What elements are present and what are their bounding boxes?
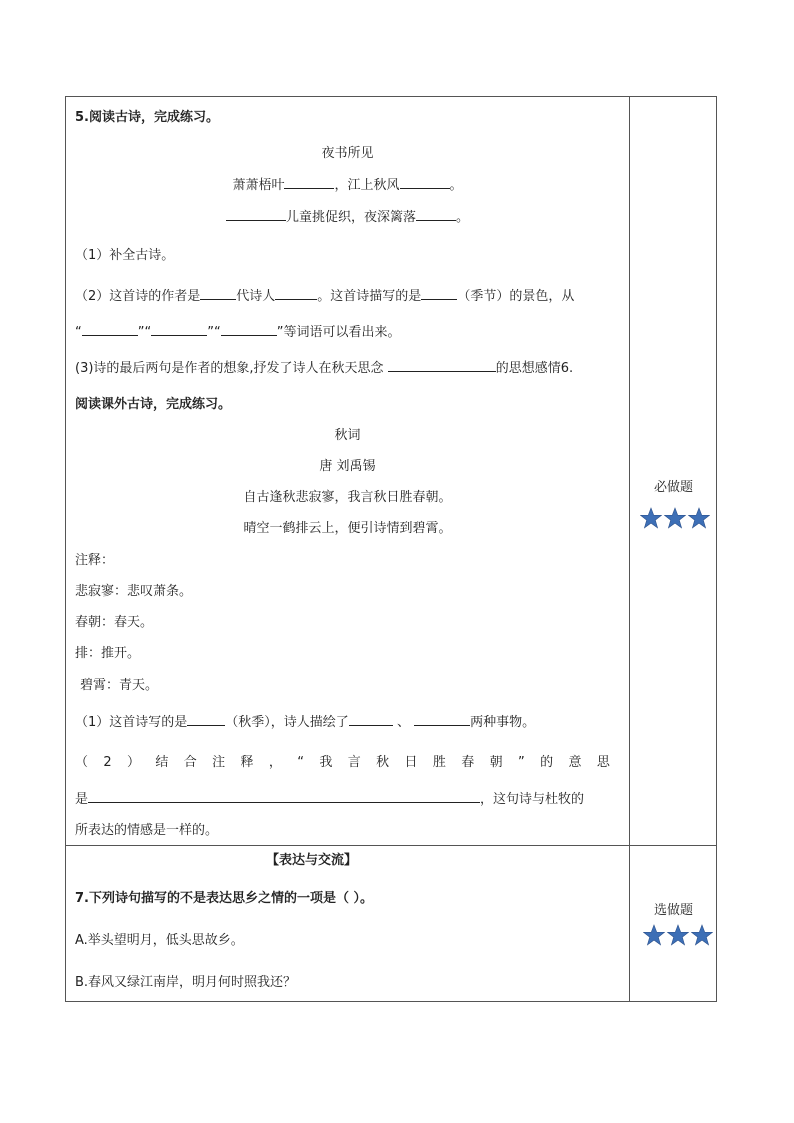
option-b[interactable]: B.春风又绿江南岸，明月何时照我还？ bbox=[75, 975, 297, 990]
difficulty-stars-required bbox=[640, 507, 710, 529]
char: 注 bbox=[212, 755, 226, 770]
char: 合 bbox=[183, 755, 197, 770]
blank[interactable] bbox=[151, 323, 207, 336]
q6-header: 阅读课外古诗，完成练习。 bbox=[75, 397, 232, 412]
note-3: 排：推开。 bbox=[75, 646, 141, 661]
q5-header: 5.阅读古诗，完成练习。 bbox=[75, 110, 219, 125]
option-a[interactable]: A.举头望明月，低头思故乡。 bbox=[75, 933, 244, 948]
char: 日 bbox=[404, 755, 418, 770]
char: ” bbox=[518, 755, 525, 770]
blank[interactable] bbox=[421, 287, 457, 300]
q5-sub2-line2: “ ”“ ”“ ”等词语可以看出来。 bbox=[75, 325, 401, 340]
q5-sub1: （1）补全古诗。 bbox=[75, 248, 175, 263]
char: 春 bbox=[461, 755, 475, 770]
section-title: 【表达与交流】 bbox=[266, 853, 358, 868]
q5-poem-line2: 儿童挑促织，夜深篱落 。 bbox=[66, 208, 629, 227]
q5-poem-line1: 萧萧梧叶 ，江上秋风 。 bbox=[232, 178, 463, 193]
blank[interactable] bbox=[400, 176, 450, 189]
char: ） bbox=[127, 755, 141, 770]
required-label: 必做题 bbox=[653, 480, 693, 495]
worksheet-table bbox=[65, 96, 717, 1002]
char: 的 bbox=[540, 755, 554, 770]
row-divider bbox=[66, 845, 716, 846]
blank[interactable] bbox=[416, 208, 456, 221]
difficulty-stars-optional bbox=[643, 924, 713, 946]
notes-label: 注释： bbox=[75, 553, 115, 568]
q6-sub2-line1 bbox=[75, 754, 610, 772]
char: 朝 bbox=[489, 755, 503, 770]
q6-author: 唐 刘禹锡 bbox=[319, 459, 376, 474]
column-divider bbox=[629, 97, 630, 1001]
blank[interactable] bbox=[200, 287, 236, 300]
char: 言 bbox=[347, 755, 361, 770]
q5-poem-title: 夜书所见 bbox=[321, 146, 374, 161]
q6-sub2-line2: 是 ，这句诗与杜牧的 bbox=[75, 792, 585, 807]
char: “ bbox=[297, 755, 305, 770]
optional-label: 选做题 bbox=[653, 903, 693, 918]
blank[interactable] bbox=[82, 323, 138, 336]
blank[interactable] bbox=[388, 359, 496, 372]
q7-question: 7.下列诗句描写的不是表达思乡之情的一项是（ ）。 bbox=[75, 891, 374, 906]
blank[interactable] bbox=[221, 323, 277, 336]
blank[interactable] bbox=[284, 176, 334, 189]
blank[interactable] bbox=[414, 713, 470, 726]
char: （ bbox=[75, 755, 89, 770]
char: 胜 bbox=[432, 755, 446, 770]
q5-sub2-line1: （2）这首诗的作者是 代诗人 。这首诗描写的是 （季节）的景色，从 bbox=[75, 289, 575, 304]
star-icon bbox=[640, 507, 662, 529]
note-4: 碧霄：青天。 bbox=[80, 678, 159, 693]
star-icon bbox=[691, 924, 713, 946]
note-2: 春朝：春天。 bbox=[75, 615, 154, 630]
star-icon bbox=[664, 507, 686, 529]
blank[interactable] bbox=[226, 208, 286, 221]
q6-poem-line2: 晴空一鹤排云上，便引诗情到碧霄。 bbox=[243, 521, 452, 536]
char: 思 bbox=[596, 755, 610, 770]
char: ， bbox=[268, 755, 282, 770]
blank[interactable] bbox=[275, 287, 317, 300]
blank[interactable] bbox=[187, 713, 225, 726]
star-icon bbox=[667, 924, 689, 946]
q5-sub3: (3)诗的最后两句是作者的想象,抒发了诗人在秋天思念 的思想感情6. bbox=[75, 361, 574, 376]
blank[interactable] bbox=[88, 790, 480, 803]
q6-sub2-line3: 所表达的情感是一样的。 bbox=[75, 823, 219, 838]
note-1: 悲寂寥：悲叹萧条。 bbox=[75, 584, 193, 599]
star-icon bbox=[643, 924, 665, 946]
star-icon bbox=[688, 507, 710, 529]
q6-poem-line1: 自古逢秋悲寂寥，我言秋日胜春朝。 bbox=[243, 490, 452, 505]
char: 释 bbox=[240, 755, 254, 770]
blank[interactable] bbox=[349, 713, 393, 726]
char: 秋 bbox=[376, 755, 390, 770]
char: 我 bbox=[319, 755, 333, 770]
char: 2 bbox=[103, 755, 112, 770]
char: 结 bbox=[155, 755, 169, 770]
q6-poem-title: 秋词 bbox=[334, 428, 361, 443]
q6-sub1: （1）这首诗写的是 （秋季），诗人描绘了 、 两种事物。 bbox=[75, 715, 536, 730]
char: 意 bbox=[568, 755, 582, 770]
